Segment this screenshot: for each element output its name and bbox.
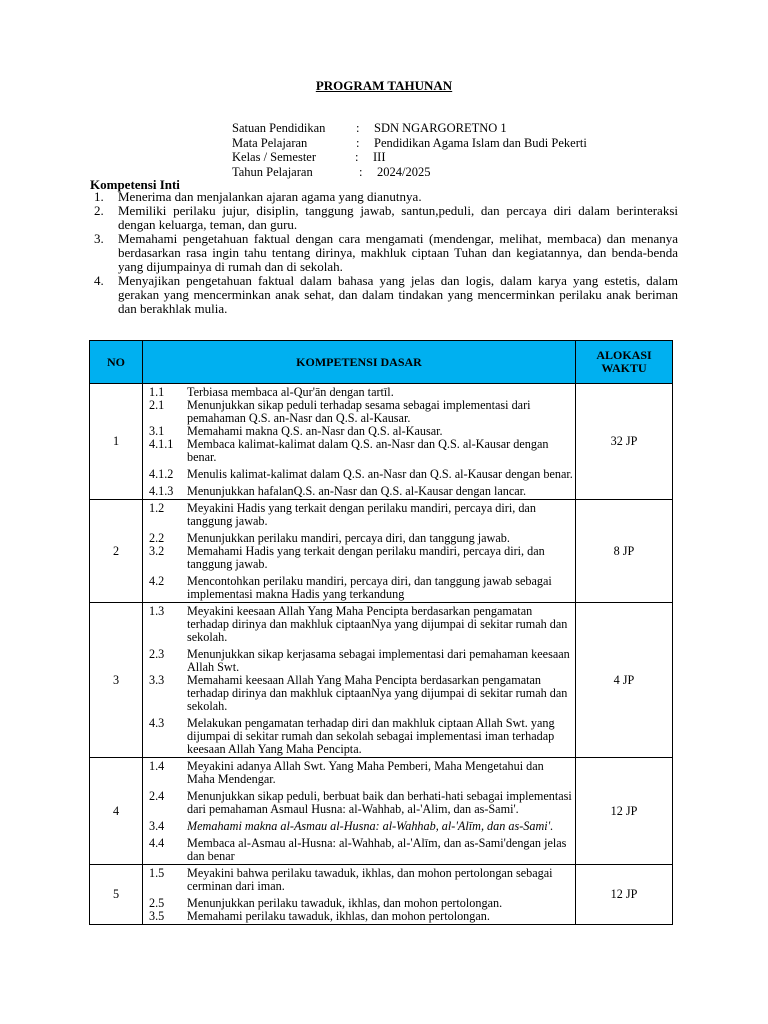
kd-code: 1.2: [149, 501, 165, 515]
kd-item: [143, 438, 575, 464]
kd-code: 2.2: [149, 531, 165, 545]
row-number: 3: [90, 603, 143, 758]
kd-item: [143, 717, 575, 756]
kd-text: Memahami makna al-Asmau al-Husna: al-Wahhab, al-'Alīm, dan as-Sami'.: [187, 819, 554, 833]
kd-code: 1.1: [149, 385, 165, 399]
ki-number: 2.: [94, 203, 104, 218]
kd-item: [143, 502, 575, 528]
kd-code: 4.4: [149, 836, 165, 850]
kd-item: [143, 790, 575, 816]
row-number: 4: [90, 758, 143, 865]
kd-item: [143, 399, 575, 425]
kd-text: Membaca al-Asmau al-Husna: al-Wahhab, al-'Alīm, dan as-Sami'dengan jelas dan benar: [187, 836, 567, 863]
ki-list: [94, 190, 678, 316]
kd-text: Membaca kalimat-kalimat dalam Q.S. an-Nasr dan Q.S. al-Kausar dengan benar.: [187, 437, 549, 464]
info-value: SDN NGARGORETNO 1: [374, 121, 507, 135]
kd-item: [143, 485, 575, 498]
kd-code: 3.1: [149, 424, 165, 438]
alokasi-waktu: 12 JP: [576, 758, 673, 865]
kd-code: 3.4: [149, 819, 165, 833]
kd-text: Menunjukkan sikap peduli, berbuat baik dan berhati-hati sebagai implementasi dari pemahaman Asmaul Husna: al-Wahhab, al-'Alim, dan as-Sami'.: [187, 789, 572, 816]
kd-text: Meyakini Hadis yang terkait dengan perilaku mandiri, percaya diri, dan tanggung jawab.: [187, 501, 536, 528]
kd-text: Meyakini bahwa perilaku tawaduk, ikhlas, dan mohon pertolongan sebagai cerminan dari iman.: [187, 866, 553, 893]
kd-code: 3.3: [149, 673, 165, 687]
document-title: PROGRAM TAHUNAN: [315, 78, 453, 93]
kd-item: [143, 575, 575, 601]
kd-item: [143, 468, 575, 481]
kd-text: Meyakini keesaan Allah Yang Maha Pencipta berdasarkan pengamatan terhadap dirinya dan makhluk ciptaanNya yang dijumpai di sekitar rumah dan sekolah.: [187, 604, 568, 644]
alokasi-waktu: 4 JP: [576, 603, 673, 758]
ki-item: [94, 204, 678, 232]
kd-text: Menunjukkan hafalanQ.S. an-Nasr dan Q.S. al-Kausar dengan lancar.: [187, 484, 527, 498]
kd-text: Mencontohkan perilaku mandiri, percaya diri, dan tanggung jawab sebagai implementasi makna Hadis yang terkandung: [187, 574, 552, 601]
kd-text: Memahami Hadis yang terkait dengan perilaku mandiri, percaya diri, dan tanggung jawab.: [187, 544, 545, 571]
kd-item: [143, 605, 575, 644]
info-label: Tahun Pelajaran: [232, 164, 313, 179]
table-header-row: [90, 341, 673, 384]
ki-text: Menerima dan menjalankan ajaran agama yang dianutnya.: [118, 189, 422, 204]
kd-text: Terbiasa membaca al-Qur'ān dengan tartīl.: [187, 385, 394, 399]
kd-text: Meyakini adanya Allah Swt. Yang Maha Pemberi, Maha Mengetahui dan Maha Mendengar.: [187, 759, 544, 786]
kd-code: 4.1.2: [149, 467, 174, 481]
kd-code: 1.3: [149, 604, 165, 618]
kd-cell: [143, 758, 576, 865]
info-colon: :: [356, 121, 360, 135]
alokasi-waktu: 32 JP: [576, 384, 673, 500]
info-value: III: [373, 150, 386, 164]
kd-text: Memahami perilaku tawaduk, ikhlas, dan mohon pertolongan.: [187, 909, 490, 923]
kd-code: 1.4: [149, 759, 165, 773]
table-row: [90, 758, 673, 865]
kd-text: Memahami keesaan Allah Yang Maha Pencipta berdasarkan pengamatan terhadap dirinya dan makhluk ciptaanNya yang dijumpai di sekitar rumah dan sekolah.: [187, 673, 568, 713]
kd-cell: [143, 500, 576, 603]
kd-code: 4.3: [149, 716, 165, 730]
alokasi-waktu: 8 JP: [576, 500, 673, 603]
info-colon: :: [356, 135, 360, 150]
ki-number: 3.: [94, 231, 104, 246]
ki-number: 4.: [94, 273, 104, 288]
ki-item: [94, 274, 678, 316]
table-row: [90, 384, 673, 500]
kd-code: 2.3: [149, 647, 165, 661]
kd-code: 2.4: [149, 789, 165, 803]
kd-cell: [143, 865, 576, 925]
kd-item: [143, 837, 575, 863]
kd-code: 3.2: [149, 544, 165, 558]
kd-text: Menunjukkan sikap kerjasama sebagai implementasi dari pemahaman keesaan Allah Swt.: [187, 647, 570, 674]
kd-item: [143, 545, 575, 571]
kd-code: 4.1.1: [149, 437, 174, 451]
kd-item: [143, 648, 575, 674]
kd-item: [143, 867, 575, 893]
kd-item: [143, 674, 575, 713]
kd-table: [89, 340, 673, 925]
kd-text: Melakukan pengamatan terhadap diri dan makhluk ciptaan Allah Swt. yang dijumpai di sekitar rumah dan sekolah sebagai implementasi iman terhadap keesaan Allah Yang Maha Pencipta.: [187, 716, 555, 756]
kd-code: 4.2: [149, 574, 165, 588]
header-alokasi-waktu: ALOKASI WAKTU: [576, 341, 673, 384]
kd-text: Menunjukkan sikap peduli terhadap sesama sebagai implementasi dari pemahaman Q.S. an-Nasr dan Q.S. al-Kausar.: [187, 398, 531, 425]
row-number: 1: [90, 384, 143, 500]
ki-text: Memahami pengetahuan faktual dengan cara mengamati (mendengar, melihat, membaca) dan menanya berdasarkan rasa ingin tahu tentang dirinya, makhluk ciptaan Tuhan dan kegiatannya, dan benda-benda yang dijumpainya di rumah dan di sekolah.: [118, 231, 678, 274]
info-value: 2024/2025: [377, 164, 431, 179]
info-colon: :: [359, 164, 363, 179]
table-row: [90, 603, 673, 758]
kd-item: [143, 820, 575, 833]
kd-code: 2.1: [149, 398, 165, 412]
kd-code: 3.5: [149, 909, 165, 923]
info-label: Kelas / Semester: [232, 150, 317, 164]
info-label: Mata Pelajaran: [232, 135, 308, 150]
kd-text: Menunjukkan perilaku mandiri, percaya diri, dan tanggung jawab.: [187, 531, 510, 545]
ki-item: [94, 232, 678, 274]
alokasi-waktu: 12 JP: [576, 865, 673, 925]
ki-number: 1.: [94, 189, 104, 204]
info-value: Pendidikan Agama Islam dan Budi Pekerti: [374, 135, 587, 150]
ki-text: Menyajikan pengetahuan faktual dalam bahasa yang jelas dan logis, dalam karya yang estetis, dalam gerakan yang mencerminkan anak sehat, dan dalam tindakan yang mencerminkan perilaku anak beriman dan berakhlak mulia.: [118, 273, 678, 316]
kd-item: [143, 760, 575, 786]
kd-cell: [143, 603, 576, 758]
header-no: NO: [90, 341, 143, 384]
kd-text: Menulis kalimat-kalimat dalam Q.S. an-Nasr dan Q.S. al-Kausar dengan benar.: [187, 467, 573, 481]
ki-text: Memiliki perilaku jujur, disiplin, tanggung jawab, santun,peduli, dan percaya diri dalam berinteraksi dengan keluarga, teman, dan guru.: [118, 203, 678, 232]
ki-heading: Kompetensi Inti: [90, 177, 180, 192]
kd-text: Memahami makna Q.S. an-Nasr dan Q.S. al-Kausar.: [187, 424, 443, 438]
header-kompetensi-dasar: KOMPETENSI DASAR: [143, 341, 576, 384]
info-label: Satuan Pendidikan: [232, 121, 326, 135]
table-row: [90, 865, 673, 925]
ki-item: [94, 190, 678, 204]
row-number: 2: [90, 500, 143, 603]
row-number: 5: [90, 865, 143, 925]
kd-code: 4.1.3: [149, 484, 174, 498]
kd-code: 1.5: [149, 866, 165, 880]
table-row: [90, 500, 673, 603]
kd-item: [143, 910, 575, 923]
kd-cell: [143, 384, 576, 500]
info-colon: :: [355, 150, 359, 164]
kd-code: 2.5: [149, 896, 165, 910]
kd-text: Menunjukkan perilaku tawaduk, ikhlas, dan mohon pertolongan.: [187, 896, 503, 910]
